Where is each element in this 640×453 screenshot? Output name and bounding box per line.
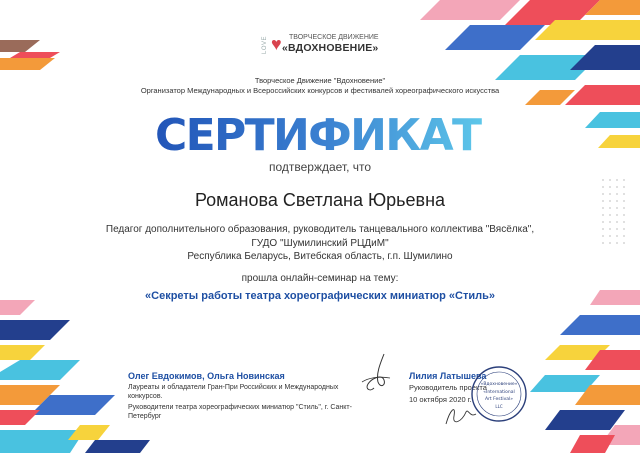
title-text: СЕРТИФИКАТ <box>155 110 485 158</box>
signatory-right-date: 10 октября 2020 г. <box>409 395 472 404</box>
bottom-right-decoration <box>530 290 640 453</box>
position-line3: Республика Беларусь, Витебская область, г.п. Шумилино <box>187 251 453 262</box>
signatory-left <box>128 371 368 421</box>
logo-love-text: LOVE <box>262 35 268 54</box>
confirms-text: подтверждает, что <box>268 160 372 174</box>
signatory-right-role: Руководитель проекта <box>409 383 487 392</box>
signatory-right-name: Лилия Латышева <box>409 371 487 381</box>
certificate-title <box>0 106 640 158</box>
position-line1: Педагог дополнительного образования, руководитель танцевального коллектива "Вясёлка", <box>105 224 535 235</box>
organizer-description: Организатор Международных и Всероссийских конкурсов и фестивалей хореографического искусства <box>140 86 500 95</box>
signature-left <box>356 352 396 397</box>
stamp-seal <box>470 365 528 423</box>
position-line2: ГУДО "Шумилинский РЦДиМ" <box>251 238 389 249</box>
organizer-name: Творческое Движение "Вдохновение" <box>254 76 386 85</box>
logo <box>262 30 382 58</box>
seminar-topic: «Секреты работы театра хореографических миниатюр «Стиль» <box>145 290 495 302</box>
recipient-name: Романова Светлана Юрьевна <box>194 190 446 210</box>
heart-icon: ♥ <box>271 34 282 54</box>
seminar-intro: прошла онлайн-семинар на тему: <box>241 273 399 284</box>
stamp-line1: «Вдохновение» <box>480 382 518 387</box>
stamp-line2: «International <box>483 390 515 395</box>
top-left-decoration <box>0 40 60 70</box>
stamp-line4: LLC <box>495 404 503 409</box>
logo-line2: «ВДОХНОВЕНИЕ» <box>282 42 379 54</box>
stamp-line3: Art Festival» <box>484 397 514 402</box>
logo-line1: ТВОРЧЕСКОЕ ДВИЖЕНИЕ <box>289 34 379 41</box>
signatory-left-line2: Руководители театра хореографических миниатюр "Стиль", г. Санкт-Петербург <box>128 404 352 420</box>
signatory-left-name: Олег Евдокимов, Ольга Новинская <box>128 371 285 381</box>
signatory-left-line1: Лауреаты и обладатели Гран-При Российских и Международных конкурсов. <box>128 384 339 400</box>
